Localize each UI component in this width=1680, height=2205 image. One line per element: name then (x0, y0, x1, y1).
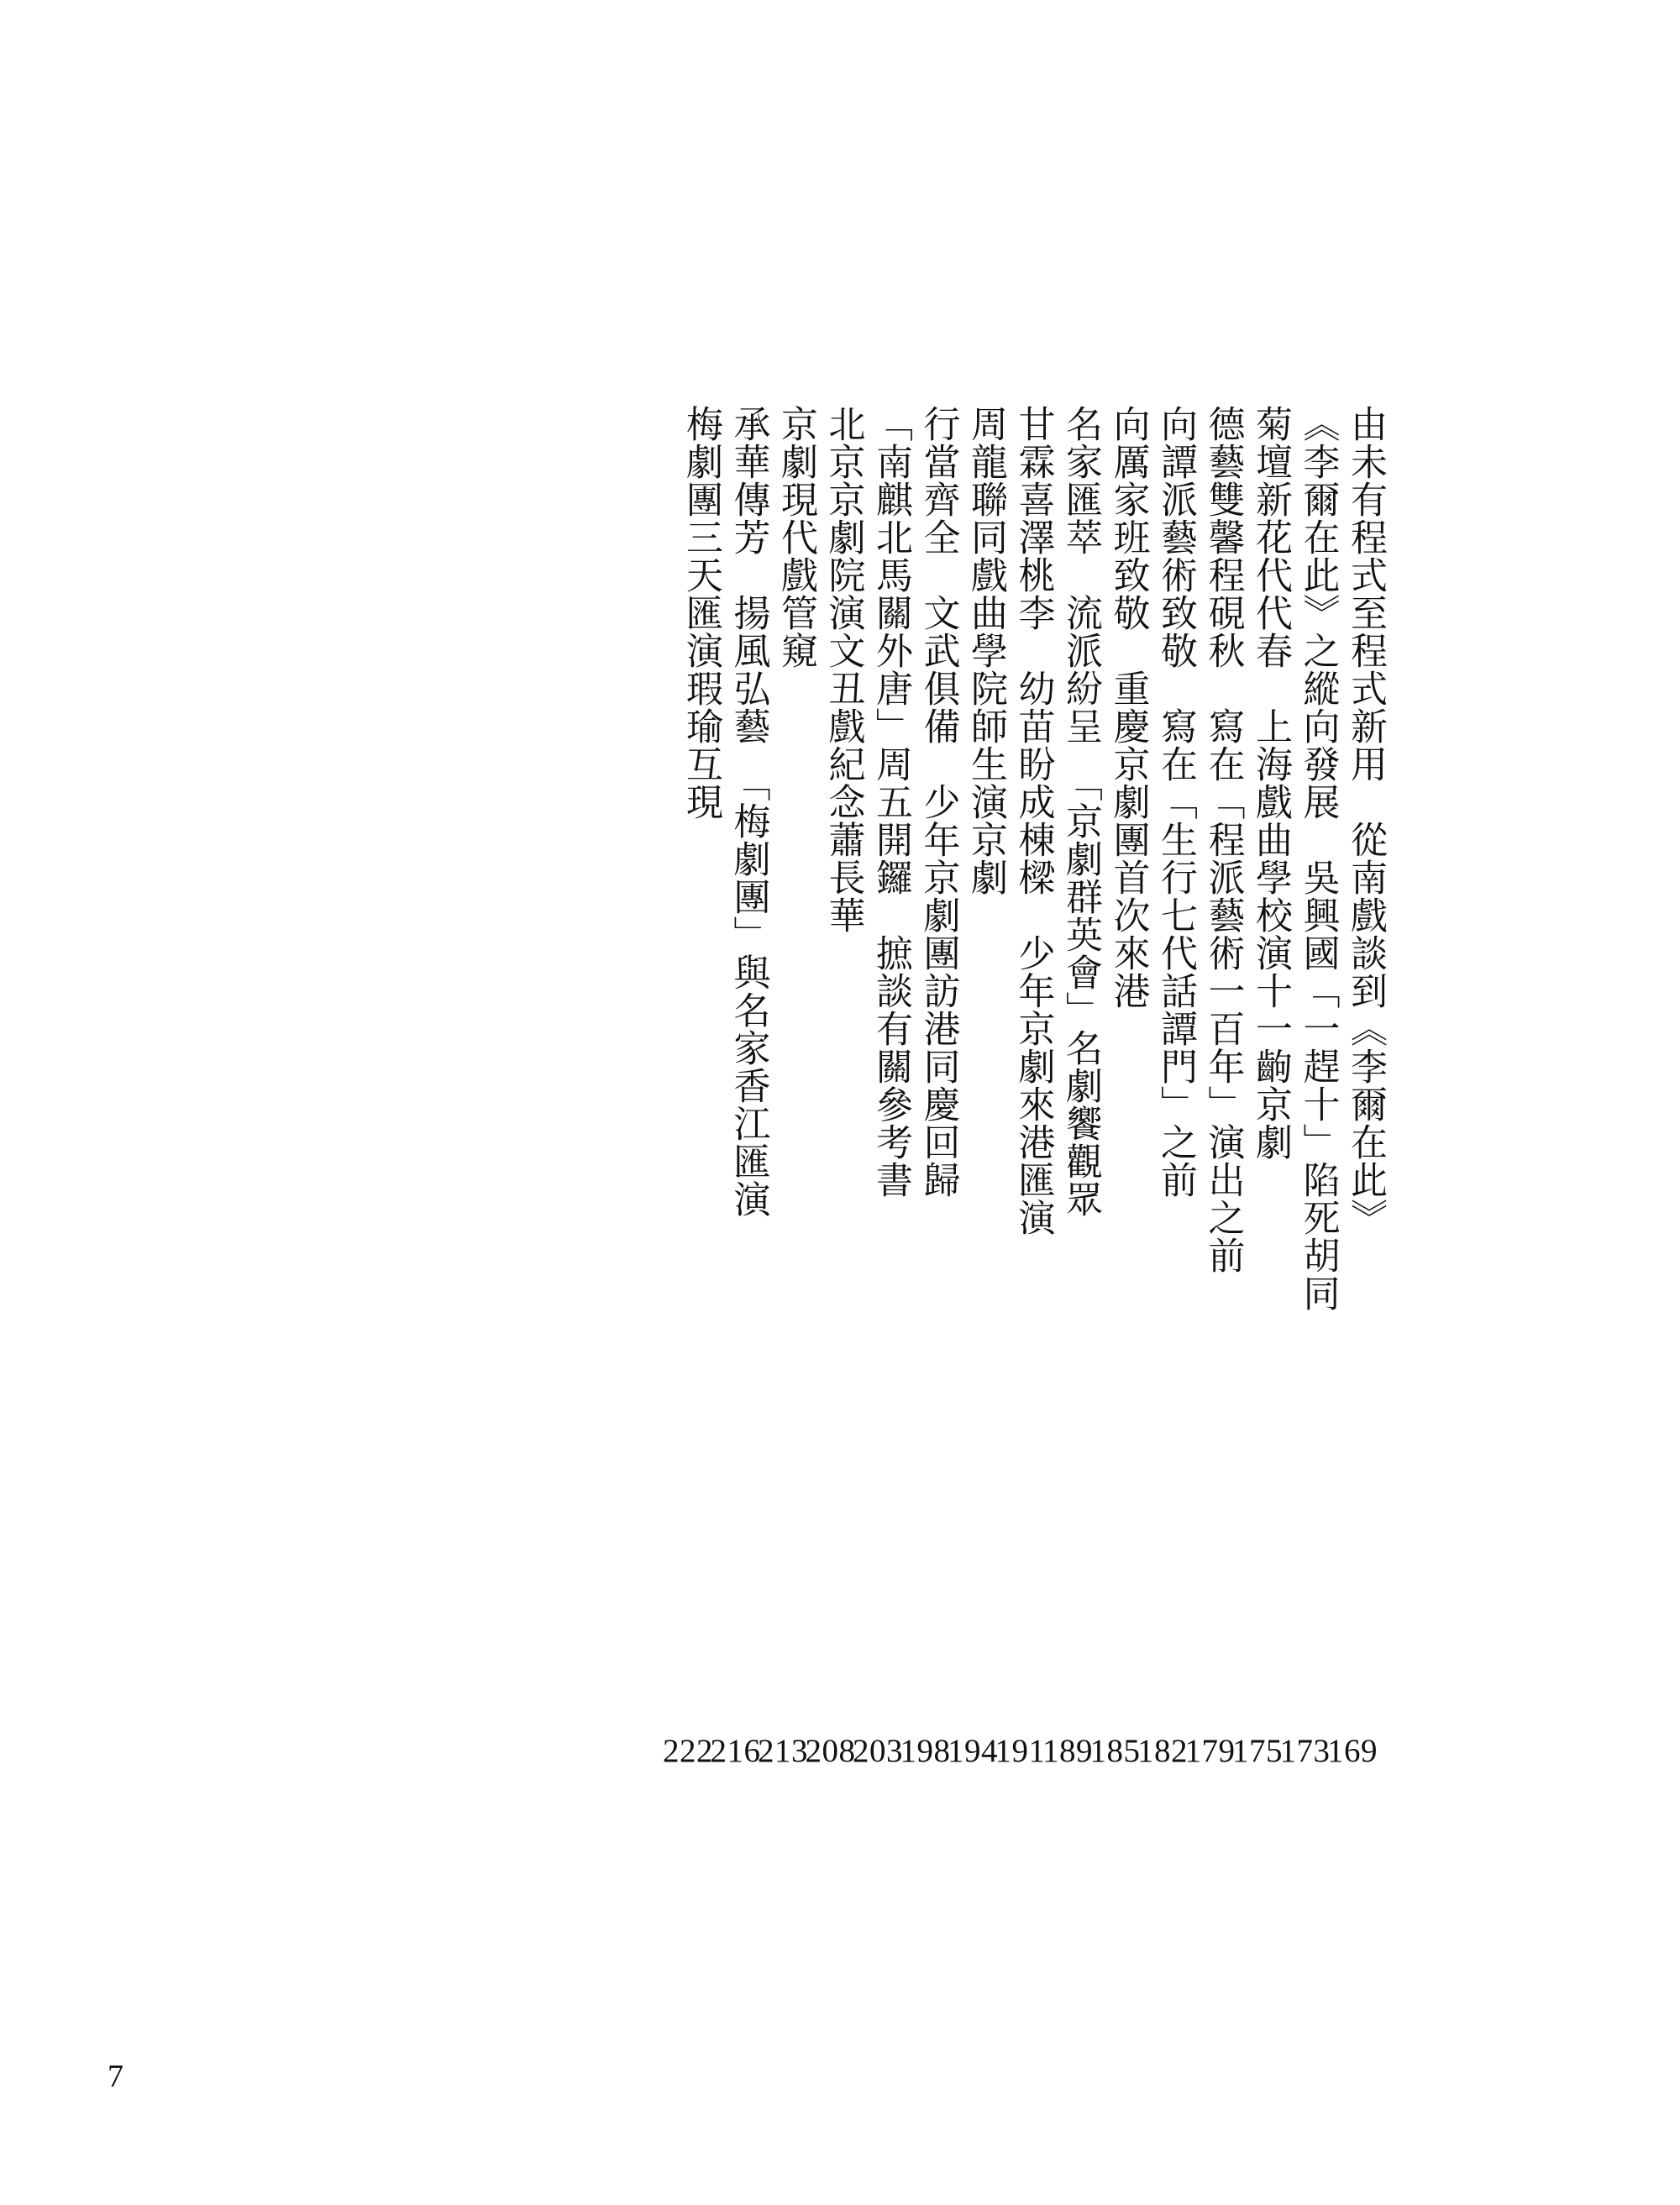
toc-entry-page: 208 (805, 1733, 856, 1769)
toc-entry-page: 216 (710, 1733, 761, 1769)
toc-entry-page: 179 (1184, 1733, 1236, 1769)
toc-entry-page: 222 (663, 1733, 713, 1769)
toc-entry-page: 191 (995, 1733, 1046, 1769)
toc-entry-title: 名家匯萃 流派紛呈 「京劇群英會」名劇饗觀眾 (1059, 405, 1102, 1218)
toc-entry-page: 169 (1327, 1733, 1378, 1769)
toc-entry-page: 173 (1279, 1733, 1331, 1769)
toc-entry-page: 182 (1137, 1733, 1188, 1769)
toc-entry-title: 「南麒北馬關外唐」周五開鑼 摭談有關參考書 (869, 405, 912, 1199)
toc-entry-page: 185 (1089, 1733, 1141, 1769)
toc-entry-page: 194 (948, 1733, 998, 1769)
toc-entry-page: 213 (758, 1733, 808, 1769)
toc-entry-title: 周龍聯同戲曲學院師生演京劇 (964, 405, 1007, 896)
toc-entry-title: 菊壇新花代代春 上海戲曲學校演十一齣京劇 (1249, 405, 1292, 1161)
toc-entry-title: 北京京劇院演文丑戲紀念蕭長華 (822, 405, 865, 934)
toc-entry-title: 京劇現代戲管窺 (774, 405, 817, 669)
toc-entry-page: 198 (900, 1733, 951, 1769)
toc-entry-page: 203 (853, 1733, 903, 1769)
toc-entry-title: 梅劇團三天匯演瑕瑜互現 (680, 405, 722, 821)
toc-entry-title: 行當齊全 文武俱備 少年京劇團訪港同慶回歸 (916, 405, 960, 1199)
toc-entry-title: 向譚派藝術致敬 寫在「生行七代話譚門」之前 (1154, 405, 1197, 1199)
toc-entry-title: 甘霖喜澤桃李 幼苗盼成棟樑 少年京劇來港匯演 (1011, 405, 1055, 1236)
toc-entry-page: 189 (1042, 1733, 1093, 1769)
toc-entry-title: 承華傳芳 揚風弘藝 「梅劇團」與名家香江匯演 (727, 405, 770, 1218)
toc-entry-title: 《李爾在此》之縱向發展 吳興國「一趕十」陷死胡同 (1296, 405, 1340, 1312)
toc-entry-page: 175 (1232, 1733, 1283, 1769)
toc-entry[interactable] (667, 405, 734, 1371)
toc-entry-title: 向厲家班致敬 重慶京劇團首次來港 (1106, 405, 1150, 1010)
toc-entry-title: 德藝雙馨程硯秋 寫在「程派藝術一百年」演出之前 (1201, 405, 1245, 1274)
page-number: 7 (108, 2059, 123, 2094)
toc-entry-title: 由未有程式至程式新用 從南戲談到《李爾在此》 (1344, 405, 1387, 1236)
